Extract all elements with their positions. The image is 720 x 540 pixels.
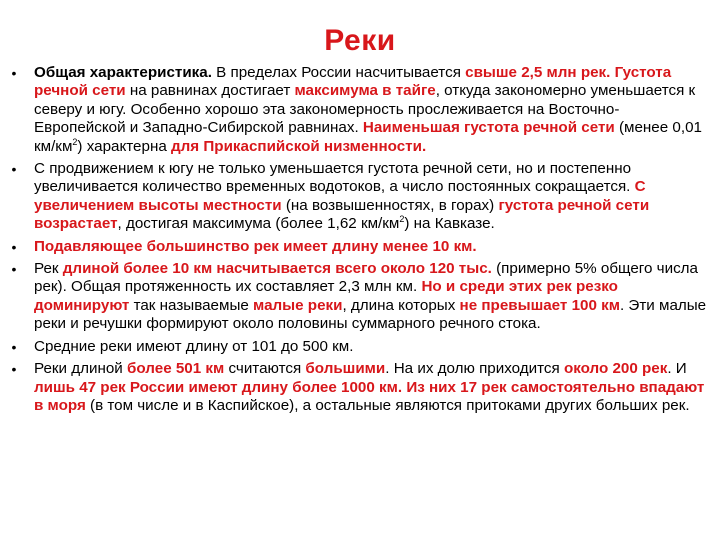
bullet-marker: • [11, 65, 17, 81]
bold-text: Общая характеристика. [34, 64, 212, 81]
highlighted-text: лишь 47 рек России имеют длину более 1000 км. Из них 17 рек самостоятельно впадают в моря [34, 378, 705, 414]
body-text: Реки длиной [34, 360, 128, 378]
superscript: 2 [72, 136, 78, 147]
highlighted-text: С увеличением высоты местности [34, 178, 646, 214]
highlighted-text: малые реки [253, 296, 343, 314]
body-text: С продвижением к югу не только уменьшается густота речной сети, но и постепенно увеличивается количество временных водотоков, а число постоянных сокращается. [34, 160, 635, 196]
bullet-item [8, 260, 708, 334]
bullet-list [8, 64, 708, 419]
body-text: (примерно 5% общего числа рек). Общая протяженность их составляет 2,3 млн км. [34, 260, 698, 296]
body-text: на равнинах достигает [125, 82, 295, 100]
body-text: ) на Кавказе. [404, 215, 495, 233]
highlighted-text: Наименьшая густота речной сети [362, 119, 615, 137]
highlighted-text: не превышает 100 км [459, 296, 620, 314]
highlighted-text: Но и среди этих рек резко доминируют [34, 278, 618, 314]
highlighted-text: более 501 км [127, 360, 225, 378]
bullet-marker: • [11, 238, 17, 255]
superscript: 2 [399, 214, 405, 225]
highlighted-text: около 200 рек [563, 360, 668, 378]
highlighted-text: максимума в тайге [294, 82, 436, 100]
body-text: , откуда закономерно уменьшается к северу и югу. Особенно хорошо эта закономерность прослеживается на Восточно-Европейской и Западно-Сибирской равнинах. [34, 82, 696, 137]
bullet-item [8, 360, 708, 415]
highlighted-text: большими [305, 360, 386, 378]
bullet-marker: • [11, 361, 17, 378]
body-text: В пределах России насчитывается [211, 64, 466, 81]
highlighted-text: длиной более 10 км насчитывается всего около 120 тыс. [62, 260, 492, 278]
highlighted-text: Подавляющее большинство рек имеет длину менее 10 км. [34, 237, 477, 255]
body-text: Рек [34, 260, 63, 278]
bullet-item [8, 64, 708, 156]
body-text: ) характерна [77, 137, 172, 155]
slide-title: Реки [324, 24, 396, 57]
bullet-item [8, 338, 708, 356]
body-text: (в том числе и в Каспийское), а остальные являются притоками других больших рек. [85, 396, 690, 414]
highlighted-text: густота речной сети возрастает [34, 196, 650, 233]
body-text: так называемые [129, 296, 254, 314]
body-text: . На их долю приходится [385, 360, 564, 378]
highlighted-text: свыше 2,5 млн рек. Густота речной сети [34, 64, 672, 100]
bullet-marker: • [11, 161, 17, 178]
body-text: . Эти малые реки и речушки формируют около половины суммарного речного стока. [34, 296, 707, 333]
body-text: (менее 0,01 км/км [34, 119, 702, 155]
bullet-marker: • [11, 261, 17, 278]
bullet-marker: • [11, 338, 17, 355]
body-text: (на возвышенностях, в горах) [281, 196, 499, 214]
body-text: , длина которых [342, 296, 460, 314]
highlighted-text: для Прикаспийской низменности. [171, 137, 427, 155]
body-text: . И [667, 360, 687, 378]
body-text: считаются [224, 360, 306, 378]
body-text: Средние реки имеют длину от 101 до 500 км. [34, 337, 354, 355]
bullet-item [8, 160, 708, 234]
bullet-item [8, 238, 708, 256]
body-text: , достигая максимума (более 1,62 км/км [117, 215, 400, 233]
